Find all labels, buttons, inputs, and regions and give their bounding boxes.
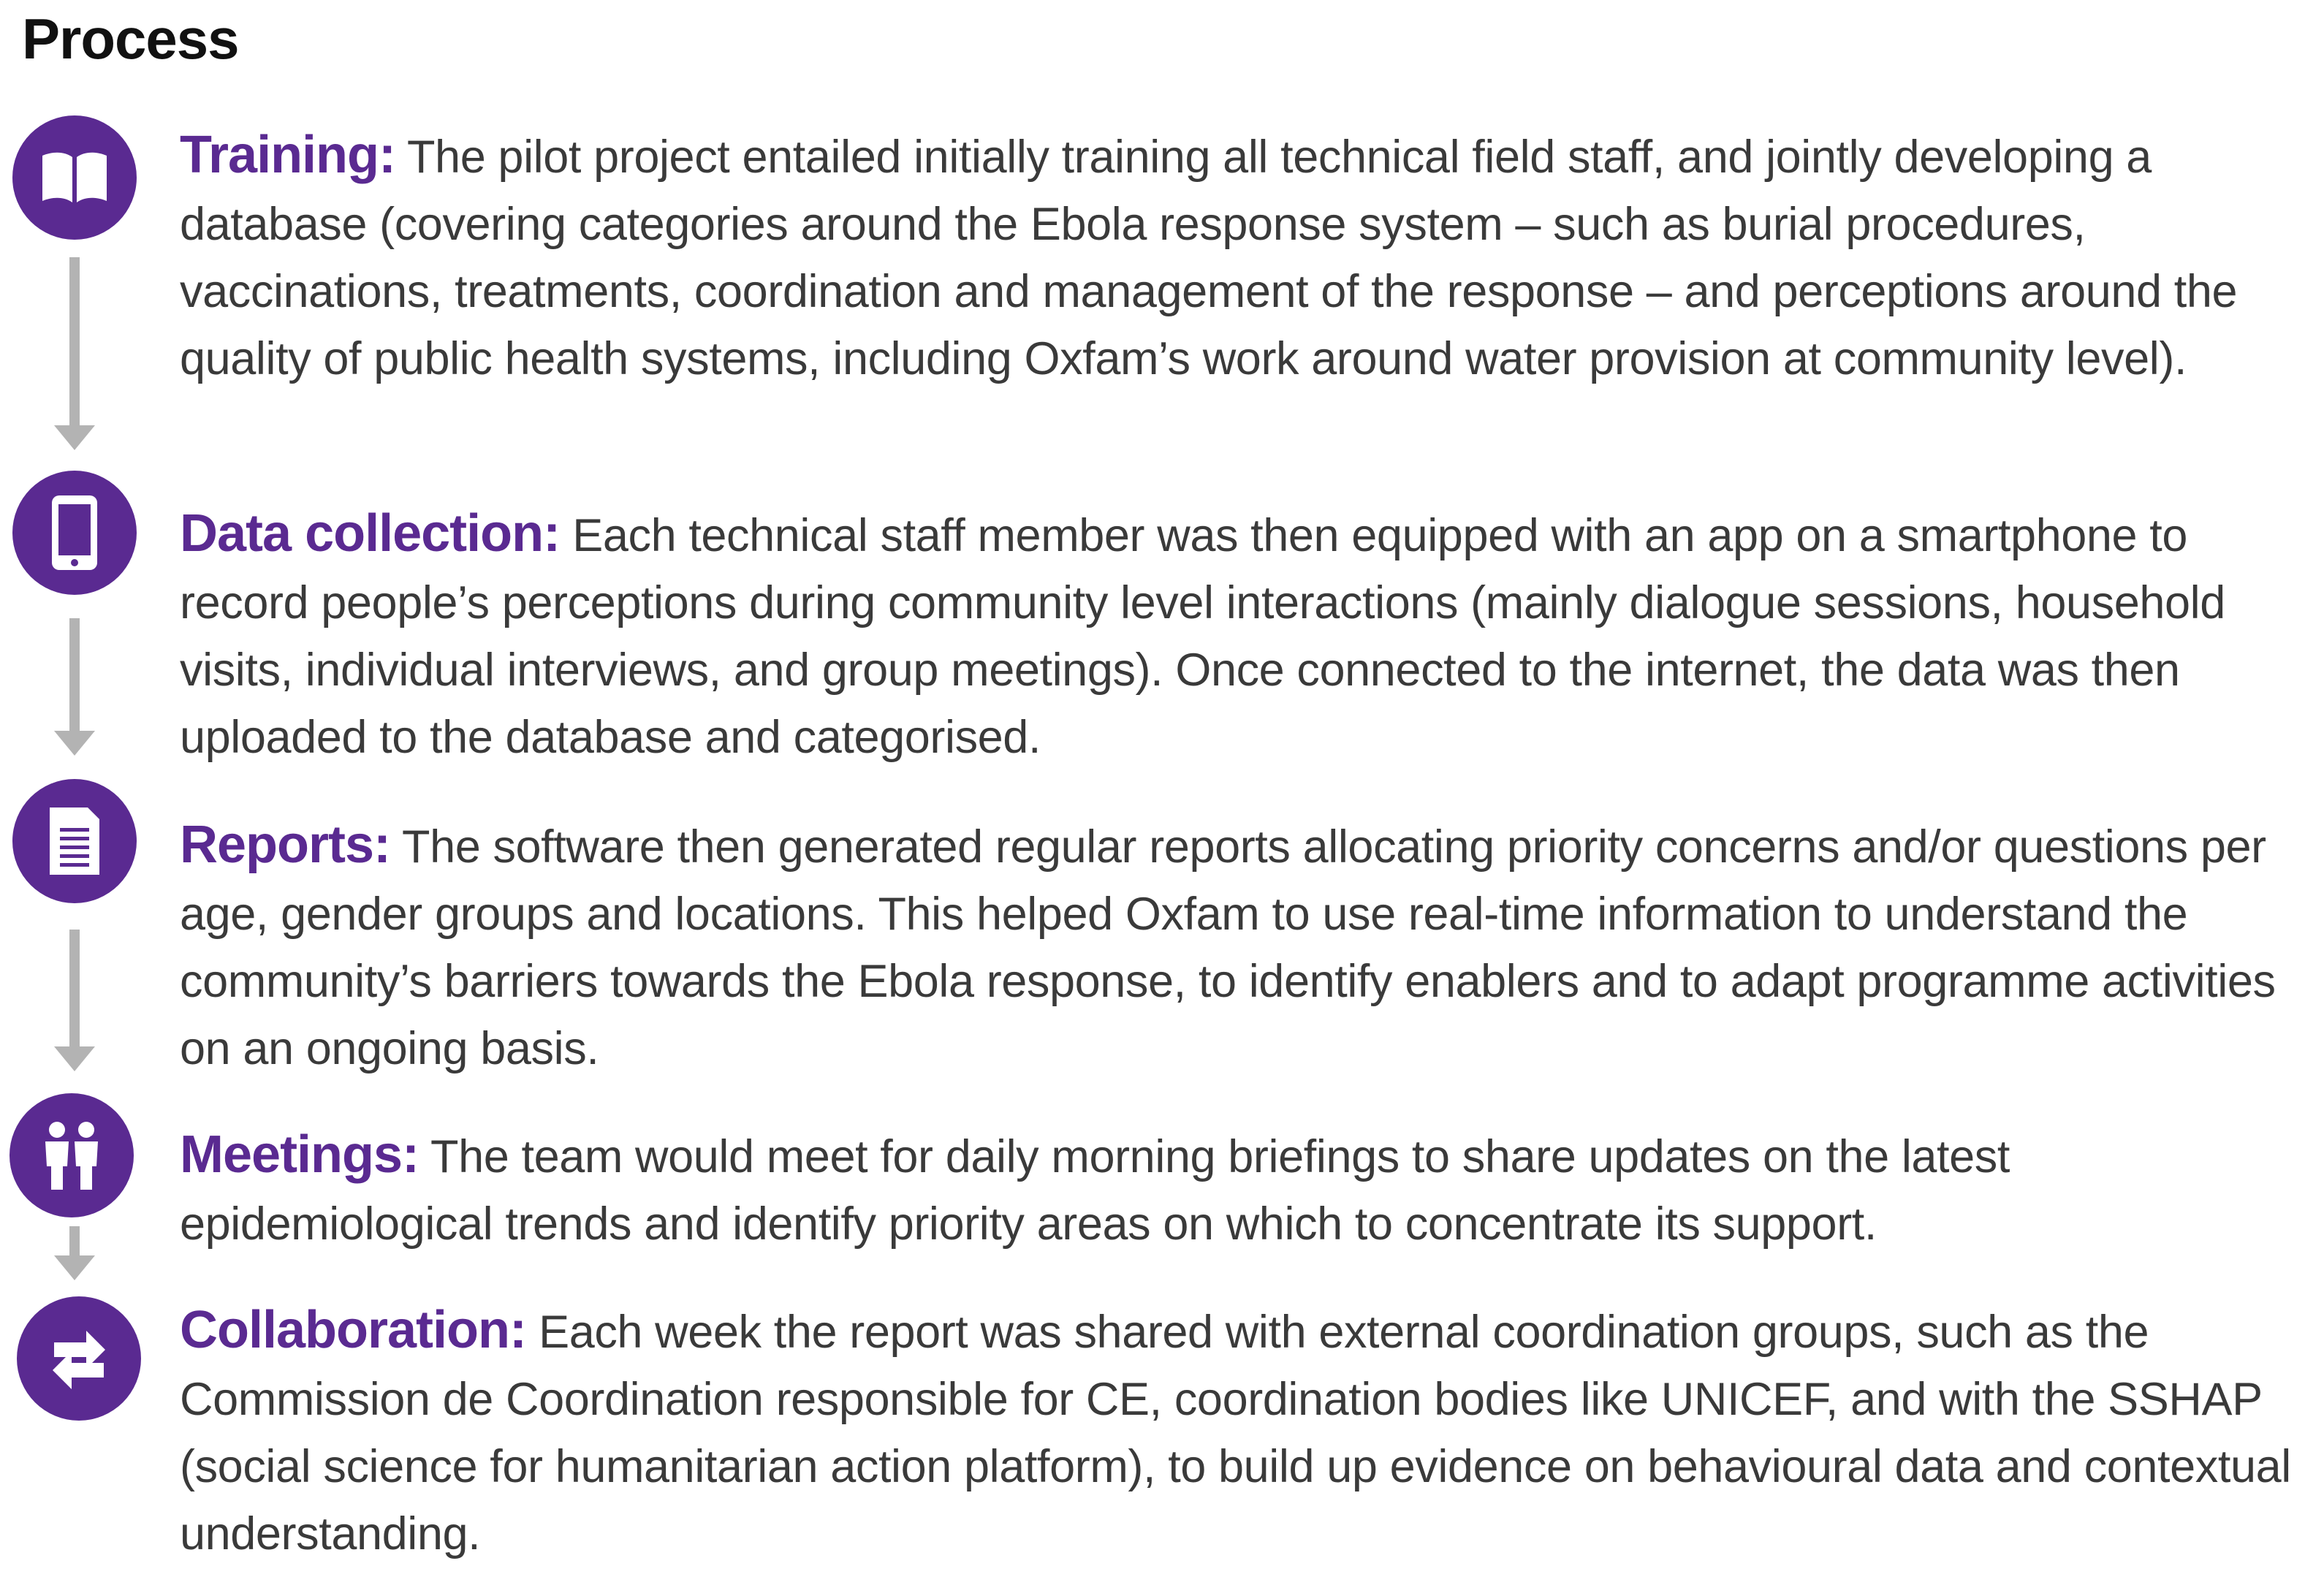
step-meetings bbox=[180, 1121, 2314, 1258]
step-icon-reports bbox=[12, 779, 137, 903]
step-data-collection bbox=[180, 500, 2314, 771]
step-icon-collaboration bbox=[17, 1296, 141, 1421]
step-icon-meetings bbox=[10, 1093, 134, 1217]
step-description: The pilot project entailed initially training all technical field staff, and jointly developing a database (covering categories around the Ebola response system – such as burial procedures, vaccinations, treatments, coordination and management of the response – and perceptions around the quality of public health systems, including Oxfam’s work around water provision at community level). bbox=[180, 132, 2238, 384]
step-title: Reports: bbox=[180, 816, 391, 874]
step-description: The software then generated regular reports allocating priority concerns and/or questions per age, gender groups and locations. This helped Oxfam to use real-time information to understand the community’s barriers towards the Ebola response, to identify enablers and to adapt programme activities on an ongoing basis. bbox=[180, 821, 2276, 1074]
connector-arrow-2 bbox=[45, 618, 104, 757]
book-icon bbox=[39, 150, 110, 205]
step-description: The team would meet for daily morning briefings to share updates on the latest epidemiological trends and identify priority areas on which to concentrate its support. bbox=[180, 1131, 2010, 1250]
step-description: Each week the report was shared with external coordination groups, such as the Commission de Coordination responsible for CE, coordination bodies like UNICEF, and with the SSHAP (social science for humanitarian action platform), to build up evidence on behavioural data and contextual understanding. bbox=[180, 1307, 2291, 1559]
connector-arrow-4 bbox=[45, 1226, 104, 1282]
document-icon bbox=[48, 806, 101, 876]
step-title: Data collection: bbox=[180, 504, 561, 563]
step-title: Meetings: bbox=[180, 1125, 419, 1184]
connector-arrow-3 bbox=[45, 930, 104, 1073]
step-icon-data-collection bbox=[12, 471, 137, 595]
smartphone-icon bbox=[49, 494, 100, 571]
step-collaboration bbox=[180, 1296, 2314, 1568]
step-title: Training: bbox=[180, 126, 395, 184]
page-title: Process bbox=[22, 7, 239, 71]
connector-arrow-1 bbox=[45, 257, 104, 452]
step-reports bbox=[180, 811, 2314, 1082]
step-description: Each technical staff member was then equipped with an app on a smartphone to record people’s perceptions during community level interactions (mainly dialogue sessions, household visits, individual interviews, and group meetings). Once connected to the internet, the data was then uploaded to the database and categorised. bbox=[180, 510, 2225, 763]
people-icon bbox=[39, 1120, 104, 1191]
step-training bbox=[180, 121, 2314, 392]
exchange-arrows-icon bbox=[50, 1328, 108, 1389]
step-title: Collaboration: bbox=[180, 1301, 526, 1359]
step-icon-training bbox=[12, 115, 137, 240]
